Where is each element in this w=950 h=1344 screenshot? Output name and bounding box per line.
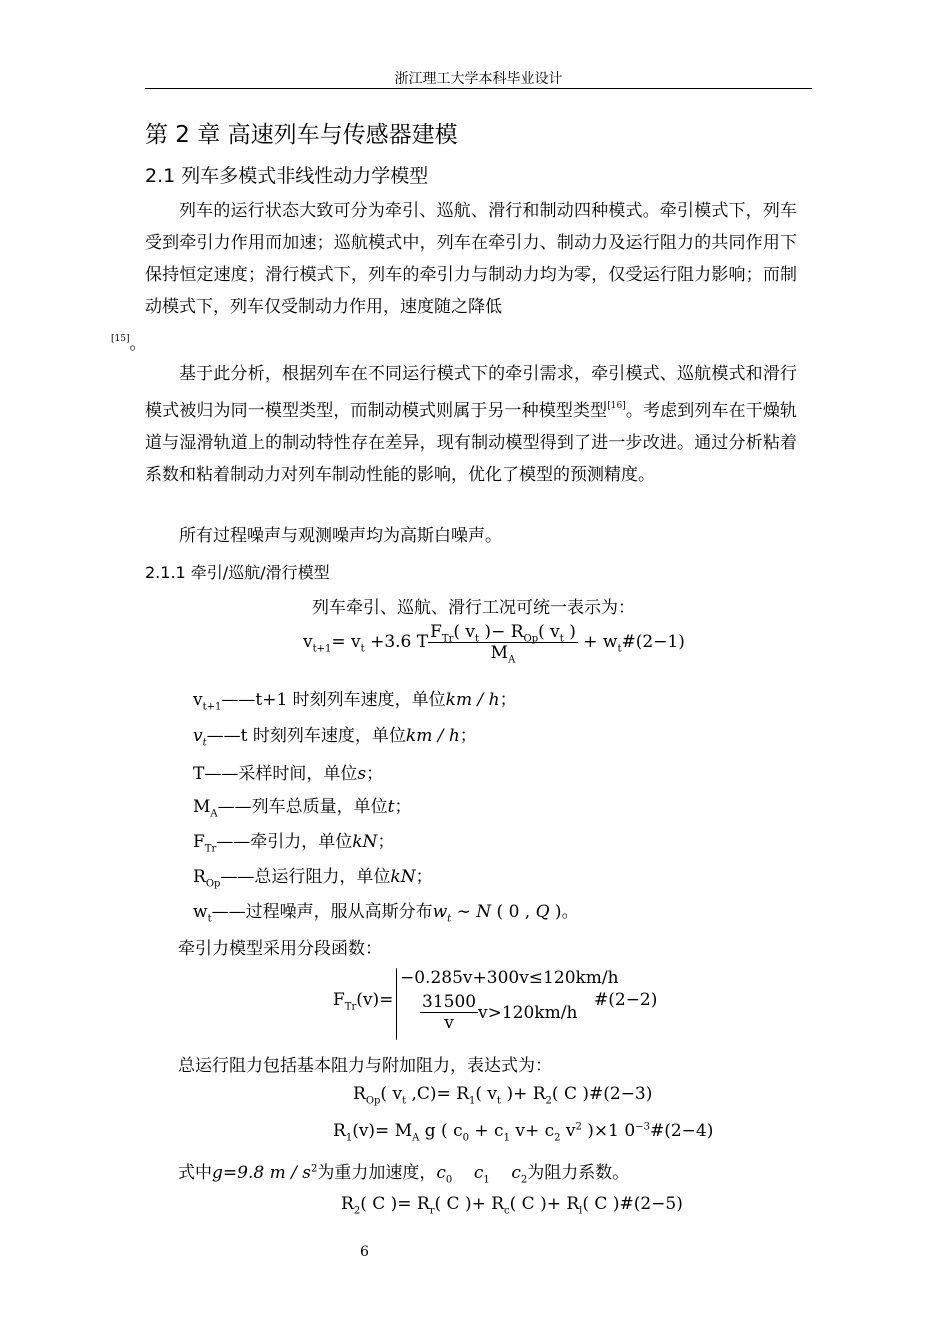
- var-def-ma: $M_A——$列车总质量，单位t；: [193, 797, 412, 820]
- paragraph-modes: [111, 195, 797, 360]
- eq2-brace: [396, 968, 397, 1040]
- paragraph-modes-text: 列车的运行状态大致可分为牵引、巡航、滑行和制动四种模式。牵引模式下，列车受到牵引力作用而加速；巡航模式中，列车在牵引力、制动力及运行阻力的共同作用下保持恒定速度；滑行模式下，列车的牵引力与制动力均为零，仅受运行阻力影响；而制动模式下，列车仅受制动力作用，速度随之降低: [145, 201, 797, 317]
- equation-2-3: $R_{Op}$( $v_t$ $,C)= R_1$( $v_t$ )+ $R_2$( C )#(2−3): [353, 1084, 653, 1107]
- citation-15: [15]: [111, 334, 130, 344]
- page-header: 浙江理工大学本科毕业设计: [394, 71, 563, 87]
- paragraph-noise: 所有过程噪声与观测噪声均为高斯白噪声。: [179, 526, 502, 546]
- section-title: 2.1 列车多模式非线性动力学模型: [145, 165, 429, 187]
- page-number: 6: [360, 1244, 369, 1260]
- var-def-t: T——采样时间，单位s；: [193, 764, 384, 784]
- equation-2-1: $v_{t+1}= v_t +3.6$ T $\frac{F_{Tr}( v_t )- R_{Op}( v_t )}{M_A}$ + $w_t\#(2-1)$: [303, 622, 685, 666]
- paragraph-analysis: [145, 358, 797, 491]
- eq2-lhs: $F_{Tr}(v)=$: [333, 990, 394, 1013]
- var-def-vt: $v_t——t$ 时刻列车速度，单位km / h；: [193, 726, 477, 749]
- eq2-case2-cond: v>120km/h: [478, 1003, 578, 1023]
- var-def-rop: $R_{Op}——$总运行阻力，单位kN；: [193, 867, 433, 890]
- traction-intro: 牵引力模型采用分段函数：: [178, 939, 382, 959]
- paragraph-analysis-b: 。考虑到列车在干燥轨道与湿滑轨道上的制动特性存在差异，现有制动模型得到了进一步改进。通过分析粘着系数和粘着制动力对列车制动性能的影响，优化了模型的预测精度。: [145, 401, 798, 485]
- gravity-line: 式中g=9.8 m / $s^2$为重力加速度，$c_0$ $c_1$ $c_2$为阻力系数。: [178, 1163, 630, 1186]
- chapter-title: 第 2 章 高速列车与传感器建模: [145, 122, 458, 148]
- var-def-vt1: $v_{t+1}——t+1$ 时刻列车速度，单位km / h；: [193, 690, 517, 713]
- eq1-intro: 列车牵引、巡航、滑行工况可统一表示为：: [312, 598, 635, 618]
- header-rule: [145, 88, 812, 89]
- paragraph-analysis-a: 基于此分析，根据列车在不同运行模式下的牵引需求，牵引模式、巡航模式和滑行模式被归为同一模型类型，而制动模式则属于另一种模型类型: [145, 364, 797, 421]
- subsection-title: 2.1.1 牵引/巡航/滑行模型: [145, 563, 330, 582]
- paragraph-modes-end: 。: [129, 334, 147, 354]
- eq2-number: #(2−2): [594, 990, 658, 1010]
- eq1-fraction: $\frac{F_{Tr}( v_t )- R_{Op}( v_t )}{M_A}$: [430, 622, 576, 666]
- var-def-ftr: $F_{Tr}——$牵引力，单位kN；: [193, 832, 395, 855]
- citation-16: [16]: [607, 401, 626, 411]
- equation-2-4: $R_1(v)= M_A$ g ( $c_0 + c_1$ $v+ c_2$ $v^2$ )×1 $0^{-3}\#(2-4)$: [333, 1121, 714, 1144]
- eq2-case1: −0.285v+300v≤120km/h: [400, 968, 619, 988]
- var-def-wt: $w_t——$过程噪声，服从高斯分布$w_t$ ∼ N ( 0 , Q )。: [193, 902, 579, 925]
- eq2-case2-fraction: 31500 v: [422, 992, 477, 1033]
- equation-2-5: $R_2$( C )= $R_r$( C )+ $R_c$( C )+ $R_l$( C )#(2−5): [341, 1194, 683, 1217]
- resistance-intro: 总运行阻力包括基本阻力与附加阻力，表达式为：: [178, 1056, 552, 1076]
- eq1-number: #(2−1): [621, 632, 685, 652]
